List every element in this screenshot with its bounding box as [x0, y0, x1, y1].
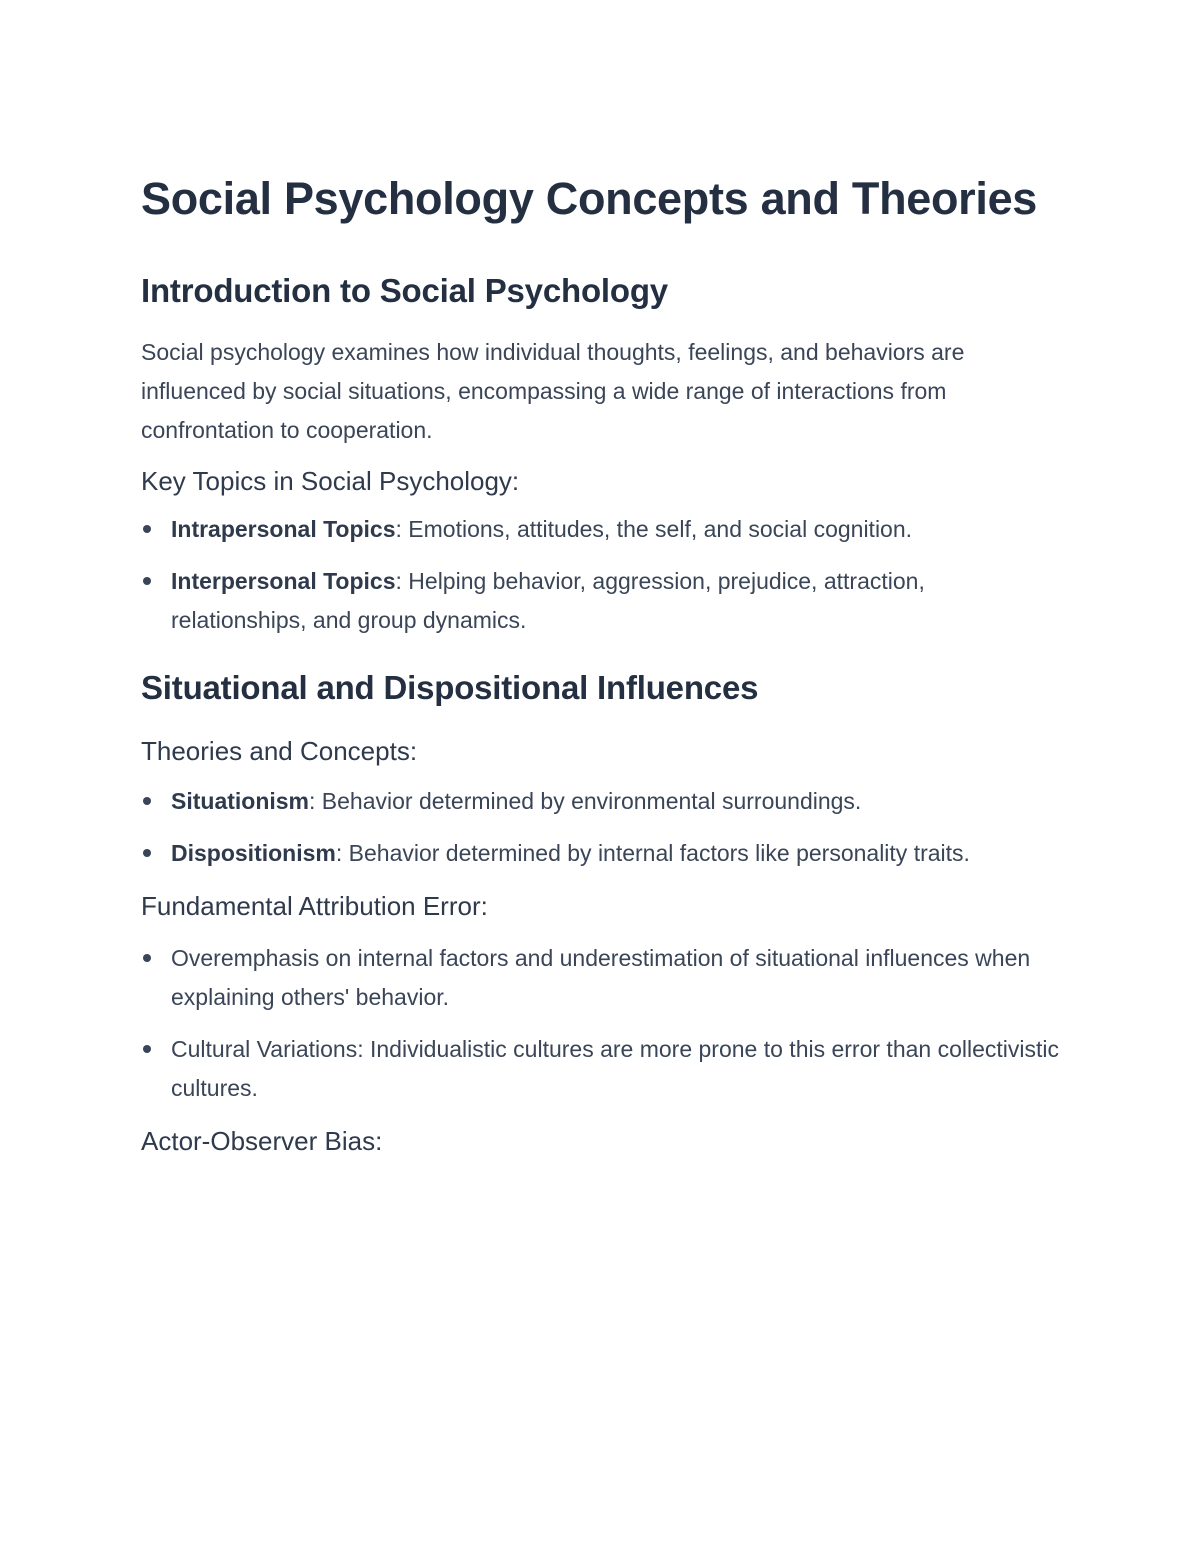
- bullet-icon: [143, 1045, 151, 1053]
- list-item: [141, 939, 1061, 1017]
- fundamental-attribution-error-heading: Fundamental Attribution Error:: [141, 891, 488, 921]
- theories-list: [141, 782, 1061, 873]
- list-item-text: : Behavior determined by environmental surroundings.: [309, 788, 862, 814]
- list-item: [141, 510, 1061, 549]
- list-item-text: : Behavior determined by internal factors like personality traits.: [335, 840, 970, 866]
- intro-paragraph: Social psychology examines how individual thoughts, feelings, and behaviors are influenced by social situations, encompassing a wide range of interactions from confrontation to cooperation.: [141, 339, 965, 443]
- list-item: [141, 1030, 1061, 1108]
- actor-observer-bias-heading: Actor-Observer Bias:: [141, 1126, 383, 1156]
- bullet-icon: [143, 525, 151, 533]
- bullet-icon: [143, 849, 151, 857]
- list-item: [141, 782, 1061, 821]
- key-topics-heading: Key Topics in Social Psychology:: [141, 466, 520, 496]
- list-item-term: Interpersonal Topics: [171, 568, 396, 594]
- list-item-term: Dispositionism: [171, 840, 336, 866]
- bullet-icon: [143, 954, 151, 962]
- section-title-situational: Situational and Dispositional Influences: [141, 669, 759, 706]
- key-topics-list: [141, 510, 1061, 640]
- bullet-icon: [143, 797, 151, 805]
- list-item-text: : Helping behavior, aggression, prejudice, attraction, relationships, and group dynamics.: [171, 568, 925, 633]
- list-item: [141, 834, 1061, 873]
- fundamental-attribution-error-list: [141, 939, 1061, 1108]
- bullet-icon: [143, 577, 151, 585]
- document-title: Social Psychology Concepts and Theories: [141, 173, 1038, 224]
- section-title-introduction: Introduction to Social Psychology: [141, 272, 668, 309]
- list-item: [141, 562, 1061, 640]
- list-item-term: Intrapersonal Topics: [171, 516, 396, 542]
- list-item-text: : Emotions, attitudes, the self, and social cognition.: [395, 516, 913, 542]
- list-item-text: Cultural Variations: Individualistic cultures are more prone to this error than collectivistic cultures.: [171, 1036, 1060, 1101]
- list-item-text: Overemphasis on internal factors and underestimation of situational influences when explaining others' behavior.: [171, 945, 1031, 1010]
- list-item-term: Situationism: [171, 788, 310, 814]
- document-page: [141, 168, 1061, 1158]
- theories-heading: Theories and Concepts:: [141, 736, 418, 766]
